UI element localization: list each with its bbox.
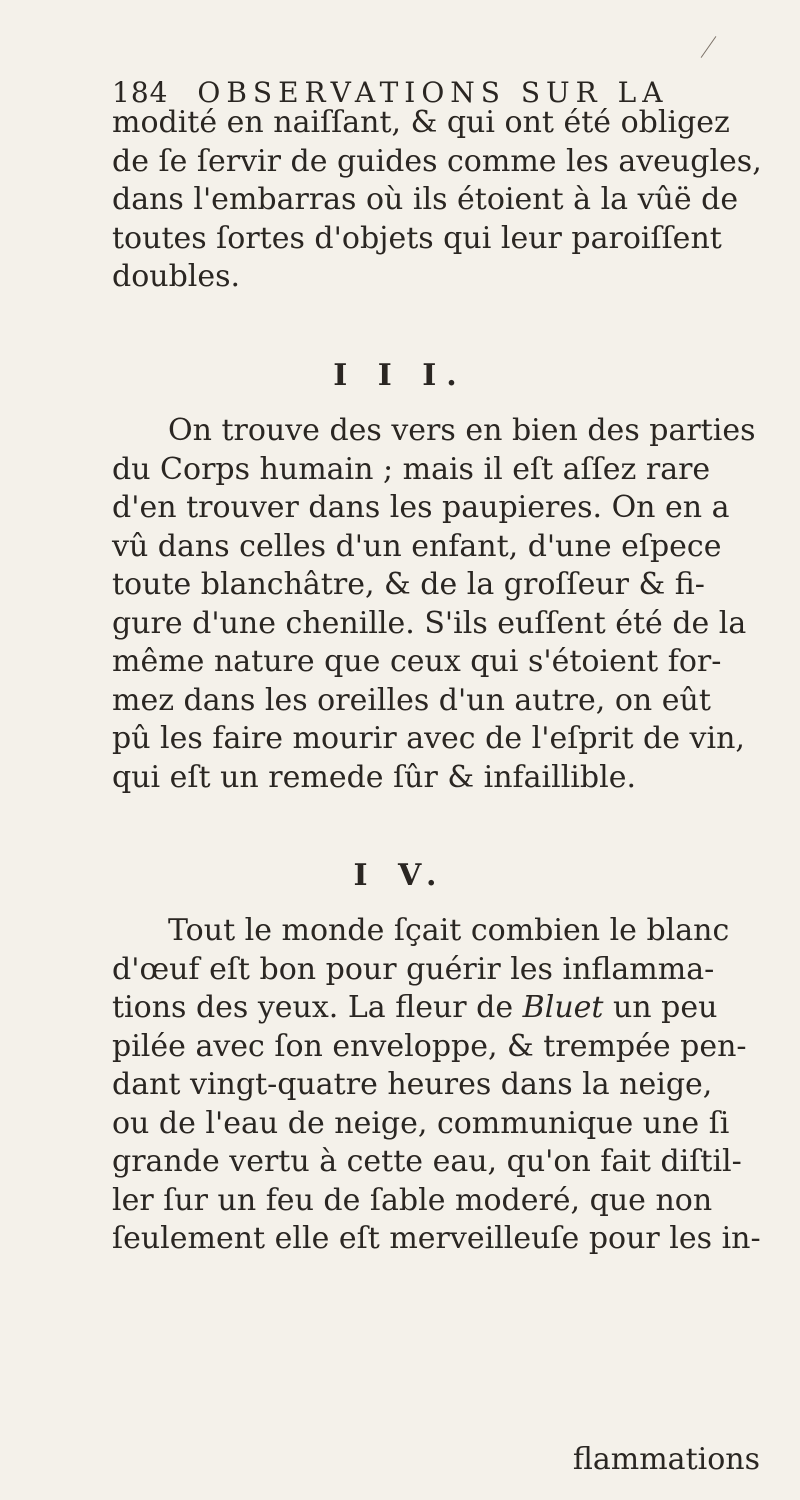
text-line: même nature que ceux qui s'étoient for- xyxy=(112,644,722,679)
italic-word: Bluet xyxy=(522,990,604,1025)
text-line: On trouve des vers en bien des parties xyxy=(168,413,756,448)
text-line: pilée avec ſon enveloppe, & trempée pen- xyxy=(112,1028,747,1064)
section-heading-iii: I I I. xyxy=(333,358,467,393)
text-line: d'en trouver dans les paupieres. On en a xyxy=(112,490,730,525)
text-line: de ſe ſervir de guides comme les aveugles, xyxy=(112,143,762,179)
section-iii-text xyxy=(112,412,784,797)
text-line: ſeulement elle eſt merveilleuſe pour les in- xyxy=(112,1221,761,1256)
page-number: 184 xyxy=(112,76,169,109)
text-line: d'œuf eſt bon pour guérir les inflamma- xyxy=(112,951,715,987)
text-line: modité en naiſſant, & qui ont été obligez xyxy=(112,105,730,140)
text-line: grande vertu à cette eau, qu'on fait diſtil- xyxy=(112,1144,742,1179)
text-line: qui eſt un remede ſûr & infaillible. xyxy=(112,759,636,795)
text-line: Tout le monde ſçait combien le blanc xyxy=(168,913,730,948)
text-line: ou de l'eau de neige, communique une ſi xyxy=(112,1105,730,1141)
section-heading-iv: I V. xyxy=(353,858,447,893)
text-line: toute blanchâtre, & de la groſſeur & fi- xyxy=(112,567,705,602)
text-line: ler ſur un feu de ſable moderé, que non xyxy=(112,1182,713,1218)
text-line: toutes ſortes d'objets qui leur paroiſſent xyxy=(112,220,722,256)
text-line: tions des yeux. La fleur de Bluet un peu xyxy=(112,990,718,1025)
text-line: dans l'embarras où ils étoient à la vûë de xyxy=(112,182,739,217)
text-line: dant vingt-quatre heures dans la neige, xyxy=(112,1067,713,1102)
margin-mark xyxy=(701,36,717,58)
section-iv-text xyxy=(112,912,784,1259)
text-line: gure d'une chenille. S'ils euſſent été de la xyxy=(112,605,747,641)
text-line: mez dans les oreilles d'un autre, on eût xyxy=(112,682,711,718)
text-line: doubles. xyxy=(112,259,241,294)
catchword: flammations xyxy=(572,1442,760,1477)
text-line: pû les faire mourir avec de l'eſprit de vin, xyxy=(112,721,745,756)
text-line: vû dans celles d'un enfant, d'une eſpece xyxy=(112,528,722,564)
paragraph-continuation xyxy=(112,104,784,297)
text-line: du Corps humain ; mais il eſt aſſez rare xyxy=(112,451,711,487)
running-title: OBSERVATIONS SUR LA xyxy=(197,76,669,109)
